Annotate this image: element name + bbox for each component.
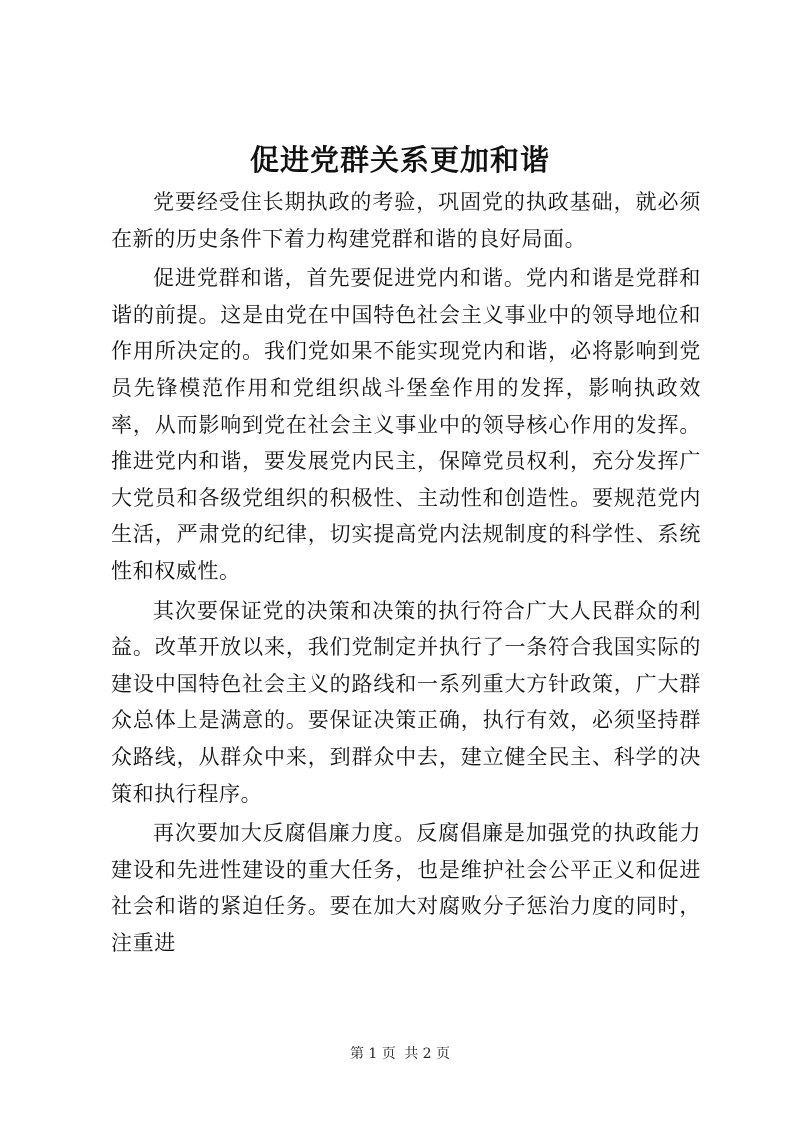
paragraph-3: 其次要保证党的决策和决策的执行符合广大人民群众的利益。改革开放以来，我们党制定并执行了一条符合我国实际的建设中国特色社会主义的路线和一系列重大方针政策，广大群众总体上是满意的。要保证决策正确，执行有效，必须坚持群众路线，从群众中来，到群众中去，建立健全民主、科学的决策和执行程序。 bbox=[111, 598, 701, 806]
page-footer bbox=[0, 1044, 800, 1064]
page-number: 第 1 页 bbox=[349, 1046, 396, 1062]
paragraph-4: 再次要加大反腐倡廉力度。反腐倡廉是加强党的执政能力建设和先进性建设的重大任务，也是维护社会公平正义和促进社会和谐的紧迫任务。要在加大对腐败分子惩治力度的同时，注重进 bbox=[111, 821, 701, 955]
document-title: 促进党群关系更加和谐 bbox=[249, 143, 550, 177]
document-body bbox=[111, 184, 701, 964]
paragraph-1: 党要经受住长期执政的考验，巩固党的执政基础，就必须在新的历史条件下着力构建党群和谐的良好局面。 bbox=[111, 190, 701, 251]
paragraph-2: 促进党群和谐，首先要促进党内和谐。党内和谐是党群和谐的前提。这是由党在中国特色社会主义事业中的领导地位和作用所决定的。我们党如果不能实现党内和谐，必将影响到党员先锋模范作用和党组织战斗堡垒作用的发挥，影响执政效率，从而影响到党在社会主义事业中的领导核心作用的发挥。推进党内和谐，要发展党内民主，保障党员权利，充分发挥广大党员和各级党组织的积极性、主动性和创造性。要规范党内生活，严肃党的纪律，切实提高党内法规制度的科学性、系统性和权威性。 bbox=[111, 266, 701, 583]
page-total: 共 2 页 bbox=[404, 1046, 451, 1062]
